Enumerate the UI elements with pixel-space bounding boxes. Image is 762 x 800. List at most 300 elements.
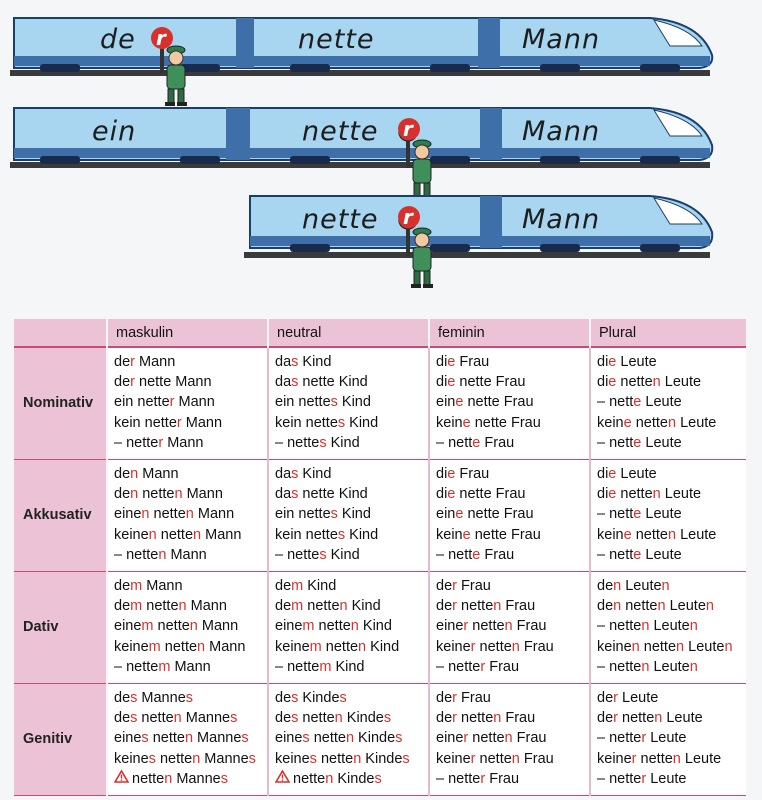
ending-highlight: s [248, 750, 256, 767]
declension-line [275, 392, 428, 412]
declension-line [114, 728, 267, 748]
word-segment: eine [114, 506, 142, 523]
case-label: Genitiv [14, 684, 107, 796]
ending-highlight: r [631, 750, 637, 767]
word-segment: di [436, 486, 448, 503]
word-segment: nette Frau [463, 394, 534, 411]
ending-highlight: n [197, 638, 206, 655]
word-segment: Frau [519, 750, 554, 767]
word-segment: de [436, 578, 453, 595]
declension-line [275, 525, 428, 545]
declension-line [114, 688, 267, 708]
word-segment: Kind [366, 638, 400, 655]
ending-highlight: n [325, 770, 334, 787]
declension-line [597, 728, 746, 748]
declension-line [597, 576, 746, 596]
word-segment: nette [639, 638, 677, 655]
word-segment: kein [597, 526, 624, 543]
ending-highlight: n [689, 658, 698, 675]
word-segment: Kind [337, 506, 371, 523]
word-segment: kein [436, 526, 463, 543]
word-segment: de [275, 598, 292, 615]
ending-highlight: n [334, 710, 343, 727]
declension-line [275, 352, 428, 372]
declension-line [275, 637, 428, 657]
ending-highlight: s [319, 546, 327, 563]
declension-line [436, 352, 589, 372]
ending-highlight: s [337, 526, 346, 543]
word-segment: nette [456, 598, 494, 615]
word-segment: Kind [347, 598, 381, 615]
word-segment: nette [153, 618, 190, 635]
word-segment: Frau [480, 546, 515, 563]
declension-table [14, 319, 746, 796]
word-segment: nette [631, 526, 668, 543]
ending-highlight: r [452, 578, 457, 595]
cell-neutral [268, 572, 429, 684]
word-segment: keine [114, 750, 149, 767]
word-segment: Kind [345, 414, 379, 431]
ending-highlight: n [493, 710, 502, 727]
ending-highlight: s [330, 506, 338, 523]
ending-highlight: n [339, 598, 348, 615]
ending-highlight: n [148, 526, 157, 543]
declension-line [275, 545, 428, 565]
word-segment: Leute [662, 710, 703, 727]
train-illustration [0, 0, 762, 300]
ending-highlight: m [291, 578, 304, 595]
word-segment: – nette [597, 770, 642, 787]
ending-highlight: n [631, 638, 640, 655]
declension-line [436, 769, 589, 789]
ending-highlight: r [130, 354, 135, 370]
ending-highlight: r [480, 658, 486, 675]
ending-highlight: s [330, 394, 338, 411]
word-segment: da [275, 466, 292, 483]
word-segment: Leute [646, 770, 687, 787]
ending-highlight: m [319, 658, 332, 675]
declension-line [436, 525, 589, 545]
ending-highlight: r [463, 730, 469, 747]
word-segment: Kind [345, 526, 379, 543]
declension-line [275, 464, 428, 484]
ending-highlight: n [641, 618, 650, 635]
ending-highlight: s [337, 414, 346, 431]
word-segment: Kind [326, 546, 360, 563]
declension-line [114, 596, 267, 616]
word-segment: de [436, 598, 453, 615]
declension-line [597, 545, 746, 565]
declension-line [114, 504, 267, 524]
word-segment: keine [114, 638, 149, 655]
word-segment: Leute [684, 638, 725, 655]
word-segment: keine [275, 750, 310, 767]
declension-line [114, 616, 267, 636]
word-segment: de [275, 578, 292, 595]
ending-highlight: r [641, 730, 647, 747]
word-segment: nette Mann [134, 374, 212, 391]
ending-highlight: r [470, 638, 476, 655]
declension-line [114, 392, 267, 412]
word-segment: Kind [298, 466, 332, 483]
word-segment: Kinde [361, 750, 403, 767]
ending-highlight: s [402, 750, 410, 767]
word-segment: Kinde [354, 730, 396, 747]
word-segment: nette [321, 638, 359, 655]
ending-highlight: n [493, 598, 502, 615]
cell-maskulin [107, 684, 268, 796]
word-segment: Frau [512, 730, 547, 747]
ending-highlight: n [613, 578, 622, 595]
ending-highlight: e [633, 434, 642, 451]
ending-highlight: e [633, 546, 642, 563]
word-segment: Mann [134, 354, 176, 370]
table-row [14, 572, 746, 684]
declension-line [114, 637, 267, 657]
train-2-r-letter: r [403, 117, 413, 141]
word-segment: ein [436, 394, 456, 411]
ending-highlight: n [130, 486, 139, 503]
word-segment: de [114, 598, 131, 615]
word-segment: de [436, 710, 453, 727]
declension-line [114, 372, 267, 392]
declension-line [114, 657, 267, 677]
cell-plural [590, 460, 746, 572]
word-segment: Frau [501, 598, 536, 615]
ending-highlight: n [705, 598, 714, 615]
word-segment: eine [114, 730, 142, 747]
word-segment: nette Frau [455, 486, 526, 503]
word-segment: keine [275, 638, 310, 655]
ending-highlight: r [452, 690, 457, 707]
declension-line [436, 728, 589, 748]
word-segment: nette [137, 710, 174, 727]
word-segment: de [114, 578, 131, 595]
ending-highlight: s [291, 354, 299, 370]
word-segment: nette [149, 506, 186, 523]
word-segment: eine [436, 618, 464, 635]
word-segment: Leute [660, 486, 702, 503]
declension-line [275, 576, 428, 596]
ending-highlight: r [176, 414, 182, 431]
word-segment: Kind [331, 658, 365, 675]
ending-highlight: n [353, 750, 362, 767]
ending-highlight: e [633, 394, 642, 411]
declension-line [114, 769, 267, 789]
warning-icon [275, 770, 290, 783]
word-segment: Kind [298, 354, 332, 370]
word-segment: Leute [680, 750, 722, 767]
table-row [14, 460, 746, 572]
ending-highlight: n [652, 486, 661, 503]
ending-highlight: r [158, 434, 164, 451]
word-segment: – nett [597, 394, 634, 411]
declension-line [275, 688, 428, 708]
ending-highlight: n [358, 638, 367, 655]
ending-highlight: e [623, 526, 632, 543]
cell-feminin [429, 460, 590, 572]
cell-plural [590, 347, 746, 460]
word-segment: – nette [114, 434, 159, 451]
ending-highlight: s [130, 690, 138, 707]
ending-highlight: n [189, 618, 198, 635]
ending-highlight: n [654, 710, 663, 727]
cell-neutral [268, 684, 429, 796]
word-segment: – nette [114, 658, 159, 675]
word-segment: di [597, 466, 609, 483]
word-segment: Frau [501, 710, 536, 727]
train-2-car-1-word: ein [92, 116, 137, 147]
word-segment: Mann [193, 506, 235, 523]
ending-highlight: r [452, 710, 457, 727]
word-segment: Leute [665, 598, 706, 615]
warning-icon [114, 770, 129, 783]
declension-line [597, 708, 746, 728]
cell-plural [590, 684, 746, 796]
cell-neutral [268, 347, 429, 460]
word-segment: nette [314, 618, 351, 635]
declension-line [275, 657, 428, 677]
cell-maskulin [107, 347, 268, 460]
ending-highlight: e [472, 546, 481, 563]
table-row [14, 347, 746, 460]
ending-highlight: r [463, 618, 469, 635]
word-segment: nette [468, 730, 505, 747]
word-segment: keine [114, 526, 149, 543]
ending-highlight: s [339, 690, 347, 707]
word-segment: Kind [337, 394, 371, 411]
word-segment: eine [275, 730, 303, 747]
word-segment: ein nette [275, 394, 331, 411]
header-feminin: feminin [429, 319, 590, 347]
word-segment: di [597, 374, 609, 391]
ending-highlight: s [220, 770, 228, 787]
declension-line [597, 769, 746, 789]
word-segment: Mann [138, 466, 179, 483]
declension-line [275, 749, 428, 769]
word-segment: kein nette [114, 414, 177, 431]
declension-line [597, 596, 746, 616]
word-segment: Leute [641, 506, 682, 523]
word-segment: de [436, 690, 453, 707]
word-segment: de [597, 710, 614, 727]
word-segment: Manne [193, 730, 242, 747]
word-segment: ein nette [275, 506, 331, 523]
word-segment: Mann [181, 414, 223, 431]
declension-line [597, 504, 746, 524]
word-segment: Frau [485, 770, 520, 787]
ending-highlight: n [158, 546, 167, 563]
word-segment: Leute [676, 414, 717, 431]
ending-highlight: n [130, 466, 139, 483]
declension-line [436, 688, 589, 708]
word-segment: – nett [436, 434, 473, 451]
ending-highlight: r [452, 598, 457, 615]
word-segment: nette Frau [463, 506, 534, 523]
word-segment: nette [616, 486, 653, 503]
ending-highlight: n [184, 730, 194, 747]
declension-line [114, 576, 267, 596]
declension-line [436, 749, 589, 769]
declension-line [436, 372, 589, 392]
ending-highlight: e [633, 506, 642, 523]
ending-highlight: s [291, 374, 299, 391]
word-segment: kein nette [275, 526, 338, 543]
declension-line [275, 708, 428, 728]
word-segment: kein [436, 414, 463, 431]
ending-highlight: s [374, 770, 382, 787]
word-segment: nette [142, 598, 179, 615]
declension-line [436, 708, 589, 728]
ending-highlight: r [641, 770, 647, 787]
word-segment: Mann [201, 526, 242, 543]
cell-neutral [268, 460, 429, 572]
ending-highlight: n [185, 506, 194, 523]
declension-line [597, 372, 746, 392]
ending-highlight: e [455, 506, 464, 523]
ending-highlight: n [511, 638, 520, 655]
word-segment: – nette [597, 658, 642, 675]
word-segment: Frau [519, 638, 554, 655]
word-segment: Mann [205, 638, 246, 655]
ending-highlight: m [141, 618, 154, 635]
word-segment: de [114, 486, 131, 503]
train-row-2 [10, 108, 712, 200]
declension-line [436, 504, 589, 524]
word-segment: Frau [456, 690, 491, 707]
ending-highlight: s [148, 750, 156, 767]
word-segment: ein nette [114, 394, 170, 411]
declension-line [436, 616, 589, 636]
word-segment: Leute [676, 526, 717, 543]
declension-line [275, 769, 428, 789]
word-segment: – nette [436, 770, 481, 787]
train-3-car-1-word: nette [302, 204, 379, 235]
declension-line [436, 392, 589, 412]
declension-line [597, 352, 746, 372]
word-segment: nette [475, 638, 512, 655]
word-segment: di [436, 466, 448, 483]
word-segment: da [275, 354, 292, 370]
ending-highlight: s [130, 710, 138, 727]
word-segment: nette [148, 730, 185, 747]
ending-highlight: m [309, 638, 322, 655]
word-segment: nette [316, 750, 354, 767]
ending-highlight: s [291, 690, 299, 707]
ending-highlight: n [676, 638, 685, 655]
word-segment: de [275, 710, 292, 727]
ending-highlight: m [291, 598, 304, 615]
ending-highlight: n [350, 618, 359, 635]
ending-highlight: n [672, 750, 681, 767]
word-segment: eine [275, 618, 303, 635]
declension-line [275, 616, 428, 636]
word-segment: nette [160, 638, 198, 655]
ending-highlight: r [470, 750, 476, 767]
declension-line [275, 504, 428, 524]
declension-line [597, 637, 746, 657]
word-segment: kein [597, 414, 624, 431]
ending-highlight: n [173, 710, 182, 727]
declension-line [114, 413, 267, 433]
word-segment: de [597, 690, 614, 707]
word-segment: Kinde [298, 690, 340, 707]
train-1-car-2-word: nette [298, 24, 375, 55]
word-segment: Kinde [342, 710, 384, 727]
ending-highlight: m [148, 638, 161, 655]
word-segment: nette [298, 710, 335, 727]
table-body [14, 347, 746, 796]
cell-feminin [429, 347, 590, 460]
declension-line [114, 749, 267, 769]
ending-highlight: r [169, 394, 175, 411]
word-segment: Kinde [333, 770, 375, 787]
declension-line [275, 728, 428, 748]
header-maskulin: maskulin [107, 319, 268, 347]
train-3-r-letter: r [403, 205, 413, 229]
word-segment: Leute [649, 658, 690, 675]
word-segment: nette [621, 598, 658, 615]
ending-highlight: s [241, 730, 249, 747]
word-segment: Mann [170, 658, 211, 675]
declension-line [436, 413, 589, 433]
declension-line [436, 657, 589, 677]
word-segment: di [436, 354, 448, 370]
ending-highlight: s [291, 486, 299, 503]
declension-line [275, 413, 428, 433]
word-segment: Manne [200, 750, 249, 767]
declension-line [597, 464, 746, 484]
cell-plural [590, 572, 746, 684]
ending-highlight: n [193, 526, 202, 543]
ending-highlight: e [462, 414, 471, 431]
word-segment: Mann [186, 598, 227, 615]
ending-highlight: r [613, 690, 618, 707]
declension-line [597, 413, 746, 433]
ending-highlight: n [511, 750, 520, 767]
word-segment: Manne [137, 690, 186, 707]
train-2-car-2-word: nette [302, 116, 379, 147]
word-segment: nette Frau [470, 414, 541, 431]
ending-highlight: n [667, 526, 677, 543]
word-segment: kein nette [275, 414, 338, 431]
word-segment: de [597, 598, 614, 615]
word-segment: nette [309, 730, 346, 747]
ending-highlight: n [667, 414, 677, 431]
declension-line [114, 433, 267, 453]
ending-highlight: n [657, 598, 666, 615]
ending-highlight: e [447, 354, 456, 370]
word-segment: nette [138, 486, 175, 503]
declension-line [275, 433, 428, 453]
ending-highlight: s [291, 710, 299, 727]
ending-highlight: n [641, 658, 650, 675]
declension-line [275, 484, 428, 504]
word-segment: Mann [182, 486, 223, 503]
word-segment: Leute [617, 690, 659, 707]
cell-maskulin [107, 460, 268, 572]
word-segment: – nett [436, 546, 473, 563]
declension-line [436, 637, 589, 657]
declension-line [114, 352, 267, 372]
ending-highlight: n [689, 618, 698, 635]
declension-line [436, 433, 589, 453]
word-segment: nette [303, 598, 340, 615]
word-segment: nette [616, 374, 653, 391]
word-segment: nette [456, 710, 494, 727]
ending-highlight: m [130, 598, 143, 615]
declension-line [597, 484, 746, 504]
